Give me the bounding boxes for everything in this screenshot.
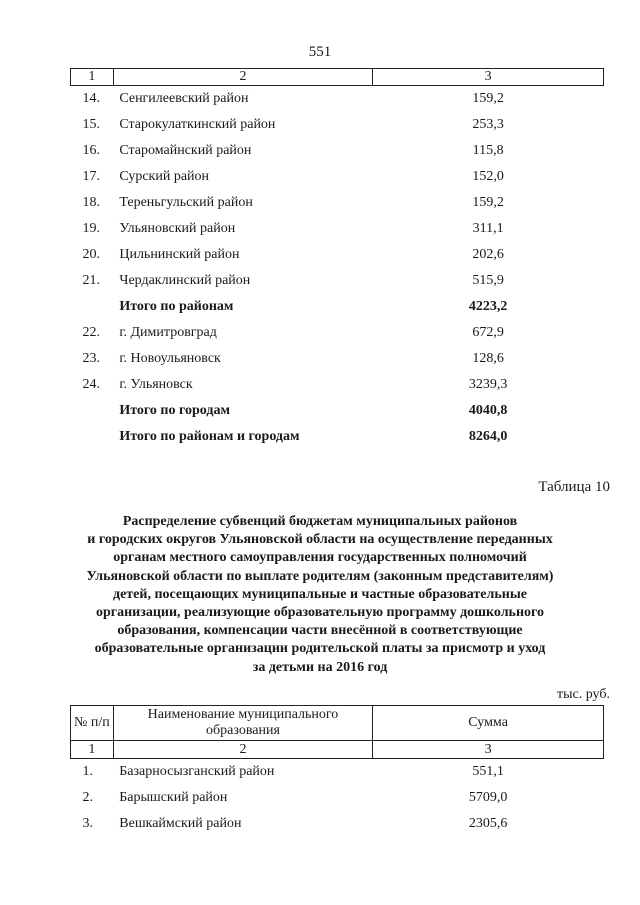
row-value: 672,9 [472,325,504,340]
row-number: 21. [82,273,100,288]
row-number: 2. [82,790,93,805]
row-number [71,398,114,424]
table-row [71,398,604,424]
row-name: Базарносызганский район [119,764,275,779]
table-row [71,424,604,450]
row-value: 311,1 [472,221,504,236]
units-label: тыс. руб. [557,687,610,702]
row-name: Ульяновский район [119,221,236,236]
row-name: Чердаклинский район [119,273,251,288]
table-row [71,216,604,242]
table-header-row [71,706,604,741]
table-title [60,513,580,677]
row-number: 19. [82,221,100,236]
table-row [71,372,604,398]
row-name: Сурский район [119,169,210,184]
row-name: Итого по районам и городам [119,429,300,444]
column-index-2: 2 [113,741,372,759]
row-value: 152,0 [472,169,504,184]
row-value: 159,2 [472,91,504,106]
row-number: 17. [82,169,100,184]
table-row [71,190,604,216]
header-municipality: Наименование муниципального образования [113,706,372,741]
row-name: Итого по районам [119,299,234,314]
row-value: 115,8 [472,143,504,158]
row-name: Старокулаткинский район [119,117,276,132]
title-line: образования, компенсации части внесённой в соответствующие [117,623,523,639]
title-line: за детьми на 2016 год [252,659,388,675]
row-name: Сенгилеевский район [119,91,249,106]
row-value: 3239,3 [468,377,508,392]
subsidy-table [70,705,604,837]
column-index-1: 1 [71,69,114,86]
header-sum: Сумма [373,706,604,741]
row-name: Итого по городам [119,403,231,418]
row-name: г. Новоульяновск [119,351,221,366]
table-header-row [71,69,604,86]
title-line: органам местного самоуправления государственных полномочий [113,550,527,566]
row-value: 515,9 [472,273,504,288]
column-index-3: 3 [373,69,604,86]
row-value: 551,1 [472,764,504,779]
table-row [71,294,604,320]
row-number: 3. [82,816,93,831]
row-value: 8264,0 [468,429,508,444]
table-row [71,164,604,190]
row-value: 159,2 [472,195,504,210]
table-row [71,112,604,138]
title-line: образовательные организации родительской платы за присмотр и уход [94,641,546,657]
row-name: Цильнинский район [119,247,240,262]
header-number: № п/п [71,706,114,741]
title-line: и городских округов Ульяновской области на осуществление переданных [87,532,553,548]
title-line: детей, посещающих муниципальные и частные образовательные [113,586,527,602]
row-name: г. Ульяновск [119,377,193,392]
table-row [71,346,604,372]
row-name: Старомайнский район [119,143,252,158]
table-row [71,320,604,346]
table-row [71,138,604,164]
table-row [71,86,604,113]
continuation-table-body [71,86,604,451]
table-label: Таблица 10 [538,479,610,495]
row-name: Тереньгульский район [119,195,253,210]
table-row [71,811,604,837]
title-line: Распределение субвенций бюджетам муниципальных районов [122,514,518,529]
row-name: Вешкаймский район [119,816,242,831]
table-row [71,242,604,268]
row-number: 16. [82,143,100,158]
row-name: Барышский район [119,790,228,805]
row-value: 5709,0 [468,790,508,805]
row-number: 1. [82,764,93,779]
table-index-row [71,741,604,759]
row-value: 253,3 [472,117,504,132]
continuation-table [70,68,604,450]
row-value: 2305,6 [468,816,508,831]
row-value: 4040,8 [468,403,508,418]
table-row [71,785,604,811]
row-value: 4223,2 [468,299,508,314]
row-number: 15. [82,117,100,132]
row-number [71,424,114,450]
row-name: г. Димитровград [119,325,217,340]
row-value: 202,6 [472,247,504,262]
column-index-3: 3 [373,741,604,759]
column-index-2: 2 [113,69,372,86]
row-number: 23. [82,351,100,366]
subsidy-table-body [71,759,604,838]
title-line: организации, реализующие образовательную программу дошкольного [95,605,545,621]
page-number: 551 [308,44,332,60]
table-row [71,268,604,294]
row-number [71,294,114,320]
row-number: 22. [82,325,100,340]
row-number: 24. [82,377,100,392]
table-row [71,759,604,786]
row-number: 18. [82,195,100,210]
title-line: Ульяновской области по выплате родителям (законным представителям) [86,568,554,584]
row-value: 128,6 [472,351,504,366]
row-number: 20. [82,247,100,262]
row-number: 14. [82,91,100,106]
column-index-1: 1 [71,741,114,759]
